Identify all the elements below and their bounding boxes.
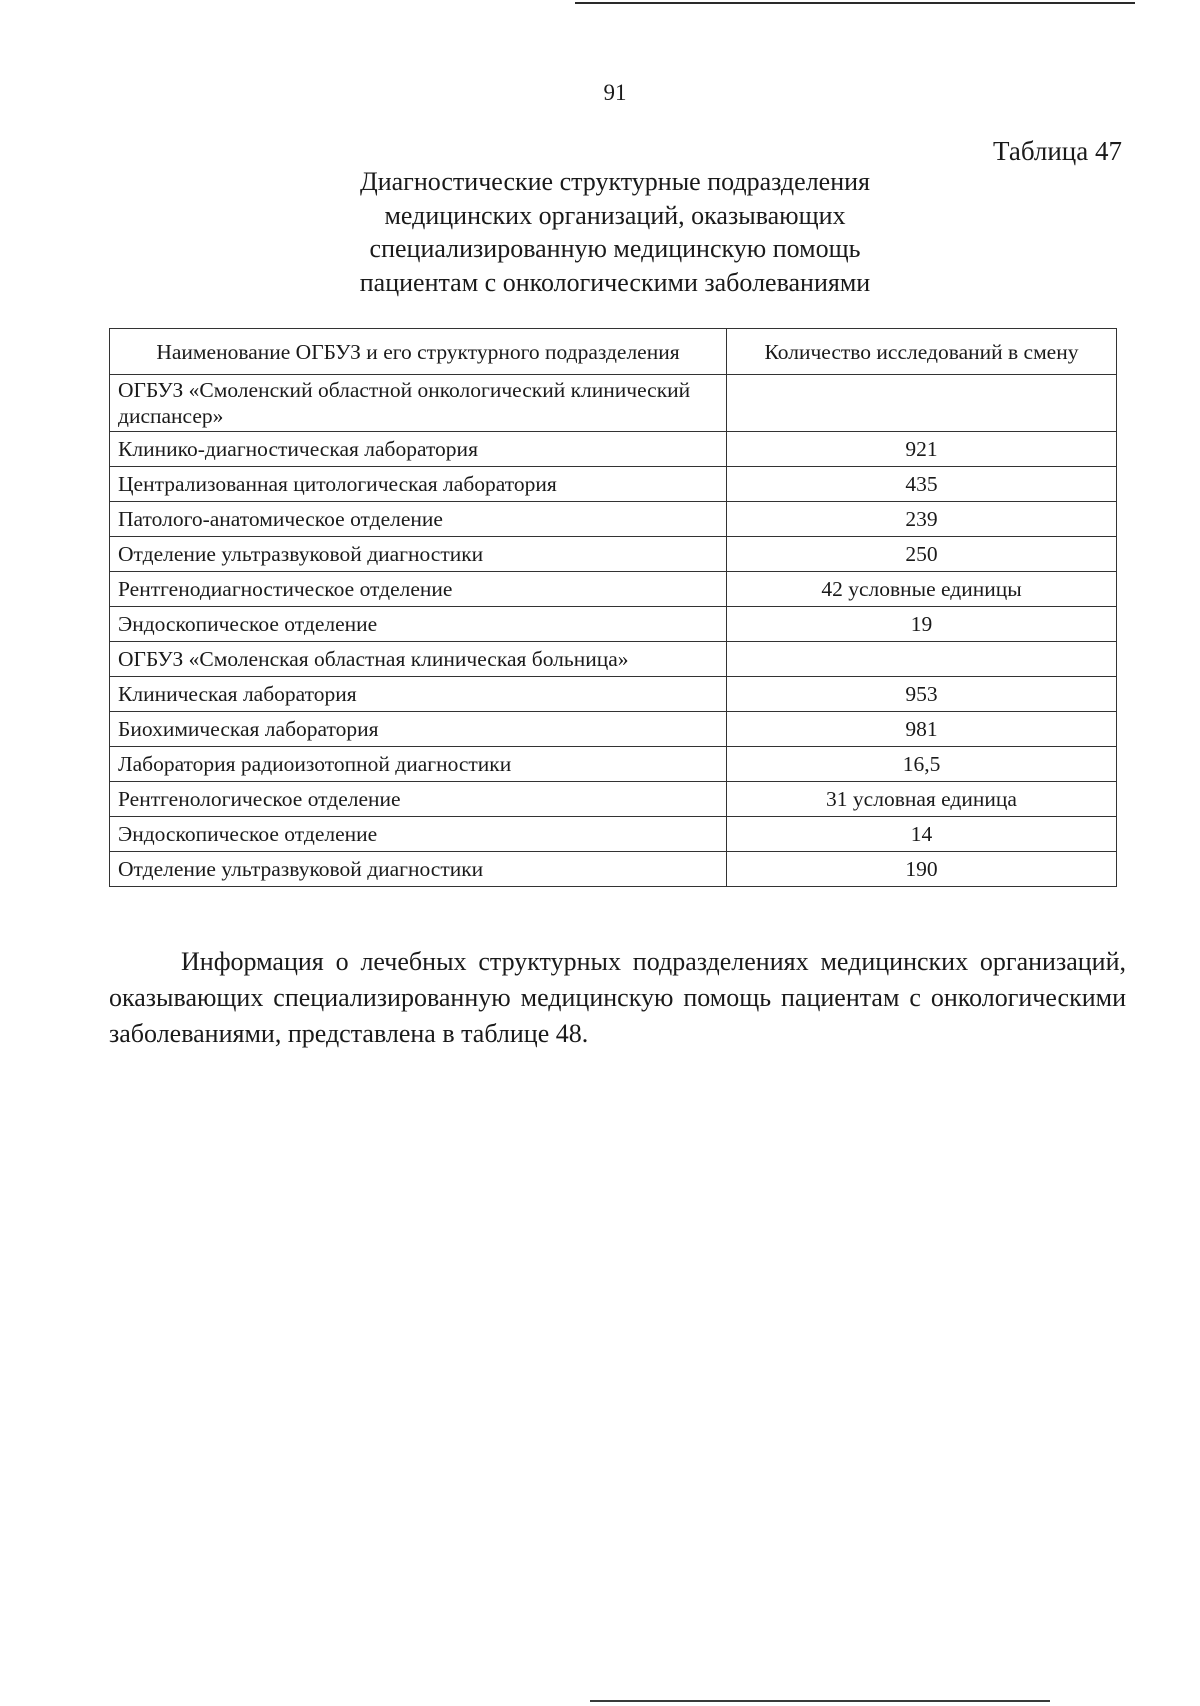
cell-value: 190 bbox=[727, 852, 1117, 887]
table-title-line: пациентам с онкологическими заболеваниями bbox=[359, 267, 871, 297]
cell-name: ОГБУЗ «Смоленская областная клиническая больница» bbox=[110, 642, 727, 677]
cell-name: Эндоскопическое отделение bbox=[110, 817, 727, 852]
cell-name: Эндоскопическое отделение bbox=[110, 607, 727, 642]
cell-name: Централизованная цитологическая лаборатория bbox=[110, 467, 727, 502]
table-row bbox=[110, 747, 1117, 782]
table-row bbox=[110, 712, 1117, 747]
table-row bbox=[110, 467, 1117, 502]
table-row bbox=[110, 782, 1117, 817]
cell-name: Лаборатория радиоизотопной диагностики bbox=[110, 747, 727, 782]
table-row bbox=[110, 537, 1117, 572]
cell-value: 981 bbox=[727, 712, 1117, 747]
body-paragraph: Информация о лечебных структурных подразделениях медицинских организаций, оказывающих специализированную медицинскую помощь пациентам с онкологическими заболеваниями, представлена в таблице 48. bbox=[109, 947, 1126, 1048]
cell-name: Клиническая лаборатория bbox=[110, 677, 727, 712]
cell-value: 42 условные единицы bbox=[727, 572, 1117, 607]
cell-value: 14 bbox=[727, 817, 1117, 852]
cell-name: Отделение ультразвуковой диагностики bbox=[110, 852, 727, 887]
table-title-line: специализированную медицинскую помощь bbox=[369, 234, 861, 263]
cell-value: 250 bbox=[727, 537, 1117, 572]
table-row bbox=[110, 375, 1117, 432]
cell-value: 435 bbox=[727, 467, 1117, 502]
table-row bbox=[110, 607, 1117, 642]
cell-name: Клинико-диагностическая лаборатория bbox=[110, 432, 727, 467]
cell-name: Отделение ультразвуковой диагностики bbox=[110, 537, 727, 572]
table-header-row bbox=[110, 329, 1117, 375]
table-title-line: Диагностические структурные подразделения bbox=[359, 167, 871, 196]
table-row bbox=[110, 642, 1117, 677]
table-label: Таблица 47 bbox=[993, 136, 1122, 166]
cell-name: Рентгенодиагностическое отделение bbox=[110, 572, 727, 607]
table-row bbox=[110, 432, 1117, 467]
cell-value: 921 bbox=[727, 432, 1117, 467]
cell-value bbox=[727, 642, 1117, 677]
cell-name: Биохимическая лаборатория bbox=[110, 712, 727, 747]
cell-value: 953 bbox=[727, 677, 1117, 712]
cell-value: 239 bbox=[727, 502, 1117, 537]
diagnostic-units-table bbox=[109, 328, 1117, 887]
cell-value: 19 bbox=[727, 607, 1117, 642]
cell-value bbox=[727, 375, 1117, 432]
table-row bbox=[110, 852, 1117, 887]
cell-name: Рентгенологическое отделение bbox=[110, 782, 727, 817]
cell-name: Патолого-анатомическое отделение bbox=[110, 502, 727, 537]
cell-name: ОГБУЗ «Смоленский областной онкологический клинический диспансер» bbox=[110, 375, 727, 432]
table-title bbox=[310, 165, 920, 299]
cell-value: 16,5 bbox=[727, 747, 1117, 782]
scan-edge-line-top bbox=[575, 2, 1135, 4]
table-row bbox=[110, 677, 1117, 712]
header-count-column: Количество исследований в смену bbox=[727, 329, 1117, 375]
table-row bbox=[110, 817, 1117, 852]
header-name-column: Наименование ОГБУЗ и его структурного подразделения bbox=[110, 329, 727, 375]
scan-edge-line-bottom bbox=[590, 1700, 1050, 1702]
table-row bbox=[110, 572, 1117, 607]
cell-value: 31 условная единица bbox=[727, 782, 1117, 817]
page-number: 91 bbox=[603, 80, 627, 105]
table-title-line: медицинских организаций, оказывающих bbox=[384, 200, 846, 230]
table-row bbox=[110, 502, 1117, 537]
